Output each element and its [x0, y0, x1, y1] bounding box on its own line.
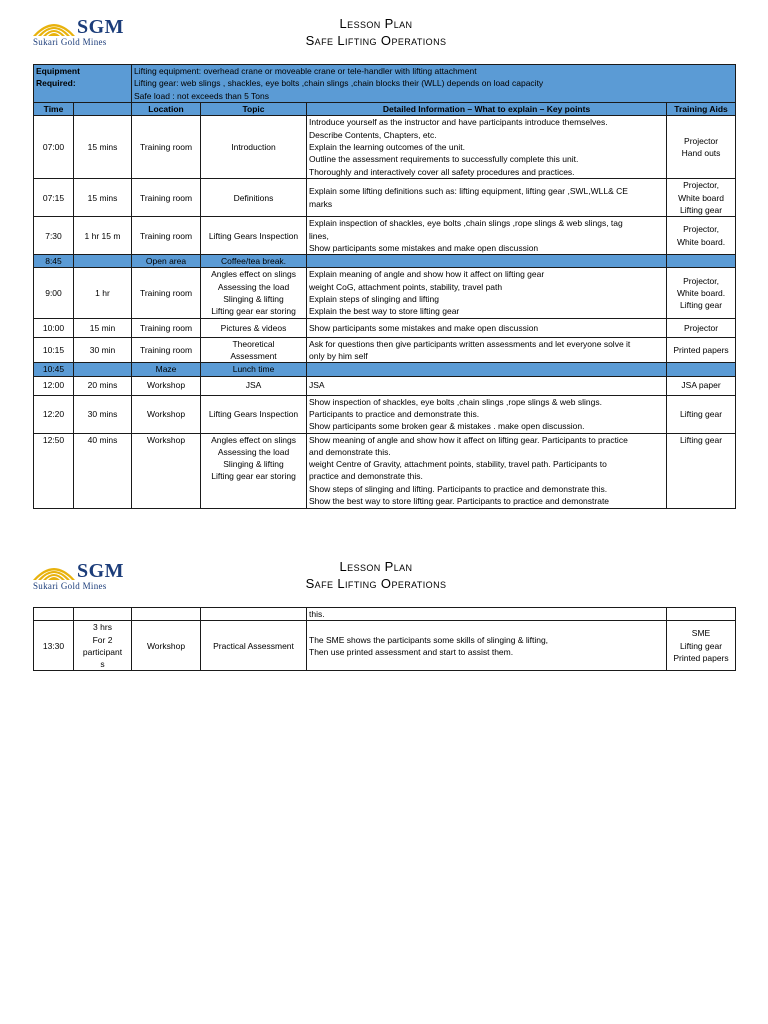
duration-cell-line: For 2: [92, 634, 113, 645]
details-cell-line: Ask for questions then give participants written assessments and let everyone solve it: [309, 338, 631, 349]
topic-cell-line: Angles effect on slings: [211, 269, 296, 280]
equipment-line: Lifting gear: web slings , shackles, eye bolts ,chain slings ,chain blocks their (WLL) depends on load capacity: [134, 78, 544, 89]
break-row: [34, 255, 736, 268]
details-cell-line: Show participants some broken gear & mistakes . make open discussion.: [309, 421, 585, 432]
table-body: [34, 608, 736, 671]
topic-cell: [201, 255, 307, 268]
equipment-line: Safe load : not exceeds than 5 Tons: [134, 90, 270, 101]
table-row: [34, 268, 736, 318]
time-cell: 12:00: [34, 376, 74, 395]
training-aids-cell: [667, 255, 736, 268]
duration-cell: 15 mins: [74, 179, 132, 217]
time-cell: 9:00: [34, 268, 74, 318]
duration-cell-line: participant: [82, 646, 123, 657]
details-cell-line: lines,: [309, 230, 329, 241]
table-row: [34, 395, 736, 433]
details-cell: [307, 116, 667, 179]
details-cell-line: Introduce yourself as the instructor and have participants introduce themselves.: [309, 117, 608, 128]
duration-cell: [74, 621, 132, 671]
details-cell-line: only by him self: [309, 350, 368, 361]
location-cell: [132, 608, 201, 621]
equipment-label-line: Equipment: [36, 66, 80, 76]
details-cell: [307, 363, 667, 376]
details-cell: [307, 268, 667, 318]
time-cell: 07:00: [34, 116, 74, 179]
title-line-2: Safe Lifting Operations: [305, 576, 447, 591]
column-header-duration: [74, 102, 132, 115]
details-cell: [307, 318, 667, 337]
details-cell-line: marks: [309, 198, 333, 209]
topic-cell-line: Lifting gear ear storing: [211, 306, 296, 317]
duration-cell: 20 mins: [74, 376, 132, 395]
details-cell-line: Thoroughly and interactively cover all safety procedures and practices.: [309, 166, 575, 177]
time-cell: 13:30: [34, 621, 74, 671]
topic-cell-line: Definitions: [233, 192, 274, 203]
logo-brand: SGM: [77, 560, 125, 582]
details-cell-line: Show participants some mistakes and make open discussion: [309, 322, 539, 333]
duration-cell: 1 hr 15 m: [74, 217, 132, 255]
duration-cell: 30 min: [74, 337, 132, 363]
details-cell-line: Explain the best way to store lifting gear: [309, 306, 460, 317]
training-aids-cell: [667, 179, 736, 217]
details-cell-line: weight CoG, attachment points, stability, travel path: [309, 281, 503, 292]
table-header-row: [34, 102, 736, 115]
time-cell: 12:20: [34, 395, 74, 433]
title-line-1: Lesson Plan: [339, 16, 413, 31]
location-cell: Open area: [132, 255, 201, 268]
table-row: [34, 621, 736, 671]
time-cell: 8:45: [34, 255, 74, 268]
details-cell-line: Show participants some mistakes and make open discussion: [309, 242, 539, 253]
location-cell: Workshop: [132, 621, 201, 671]
training-aids-cell: [667, 217, 736, 255]
training-aids-cell-line: Projector,: [683, 275, 719, 286]
details-cell: [307, 255, 667, 268]
column-header-training-aids: Training Aids: [667, 102, 736, 115]
training-aids-cell-line: Printed papers: [673, 344, 729, 355]
details-cell-line: Explain inspection of shackles, eye bolts ,chain slings ,rope slings & web slings, tag: [309, 218, 623, 229]
location-cell: Workshop: [132, 395, 201, 433]
topic-cell-line: Assessing the load: [217, 281, 290, 292]
details-cell: [307, 621, 667, 671]
details-cell: [307, 376, 667, 395]
training-aids-cell-line: Projector: [684, 135, 719, 146]
table-body: [34, 116, 736, 508]
topic-cell: [201, 337, 307, 363]
location-cell: Training room: [132, 217, 201, 255]
column-header-location: Location: [132, 102, 201, 115]
topic-cell-line: Pictures & videos: [220, 322, 287, 333]
training-aids-cell-line: Hand outs: [681, 148, 721, 159]
duration-cell: 15 min: [74, 318, 132, 337]
topic-cell: [201, 268, 307, 318]
topic-cell: [201, 395, 307, 433]
topic-cell-line: Coffee/tea break.: [220, 256, 287, 267]
location-cell: Training room: [132, 268, 201, 318]
details-cell-line: Show the best way to store lifting gear. Participants to practice and demonstrate: [309, 496, 610, 507]
topic-cell: [201, 217, 307, 255]
table-row: [34, 337, 736, 363]
topic-cell-line: Slinging & lifting: [223, 294, 284, 305]
topic-cell-line: Lifting gear ear storing: [211, 471, 296, 482]
logo-brand: SGM: [77, 16, 125, 38]
title-line-1: Lesson Plan: [339, 559, 413, 574]
training-aids-cell-line: JSA paper: [681, 380, 721, 391]
training-aids-cell: [667, 363, 736, 376]
time-cell: 10:00: [34, 318, 74, 337]
topic-cell-line: JSA: [245, 380, 262, 391]
equipment-label-line: Required:: [36, 78, 76, 89]
time-cell: 7:30: [34, 217, 74, 255]
topic-cell-line: Assessment: [230, 350, 277, 361]
details-cell-line: Explain steps of slinging and lifting: [309, 294, 439, 305]
topic-cell: [201, 318, 307, 337]
details-cell-line: JSA: [309, 380, 325, 391]
training-aids-cell-line: Lifting gear: [679, 640, 723, 651]
training-aids-cell: [667, 318, 736, 337]
details-cell-line: Outline the assessment requirements to successfully complete this unit.: [309, 154, 579, 165]
training-aids-cell-line: White board.: [676, 236, 726, 247]
duration-cell: [74, 255, 132, 268]
details-cell: [307, 395, 667, 433]
topic-cell: [201, 376, 307, 395]
details-cell-line: practice and demonstrate this.: [309, 471, 423, 482]
location-cell: Workshop: [132, 376, 201, 395]
break-row: [34, 363, 736, 376]
topic-cell-line: Angles effect on slings: [211, 434, 296, 445]
training-aids-cell-line: White board.: [676, 287, 726, 298]
equipment-list: [132, 65, 736, 103]
topic-cell: [201, 363, 307, 376]
time-cell: 12:50: [34, 433, 74, 508]
details-cell-line: weight Centre of Gravity, attachment points, stability, travel path. Participants to: [309, 459, 607, 470]
details-cell-line: and demonstrate this.: [309, 446, 391, 457]
duration-cell: 15 mins: [74, 116, 132, 179]
duration-cell: [74, 608, 132, 621]
training-aids-cell: [667, 608, 736, 621]
lesson-plan-table: [33, 64, 736, 509]
training-aids-cell-line: Projector,: [683, 180, 719, 191]
training-aids-cell-line: White board: [678, 192, 724, 203]
training-aids-cell: [667, 395, 736, 433]
details-cell-line: this.: [309, 609, 325, 619]
training-aids-cell: [667, 337, 736, 363]
topic-cell-line: Assessing the load: [217, 446, 290, 457]
training-aids-cell: [667, 621, 736, 671]
duration-cell: 30 mins: [74, 395, 132, 433]
details-cell: [307, 337, 667, 363]
details-cell-line: Explain the learning outcomes of the unit.: [309, 142, 465, 153]
details-cell: [307, 433, 667, 508]
topic-cell-line: Introduction: [231, 142, 276, 153]
topic-cell-line: Theoretical: [232, 338, 275, 349]
table-row: [34, 179, 736, 217]
training-aids-cell-line: Projector: [684, 322, 719, 333]
location-cell: Training room: [132, 337, 201, 363]
training-aids-cell-line: Printed papers: [673, 653, 729, 664]
details-cell-line: Explain meaning of angle and show how it affect on lifting gear: [309, 269, 545, 280]
duration-cell: 1 hr: [74, 268, 132, 318]
time-cell: [34, 608, 74, 621]
details-cell: [307, 217, 667, 255]
topic-cell-line: Slinging & lifting: [223, 459, 284, 470]
location-cell: Workshop: [132, 433, 201, 508]
time-cell: 10:15: [34, 337, 74, 363]
sun-rays-icon: [31, 559, 77, 581]
training-aids-cell-line: Lifting gear: [680, 434, 723, 445]
topic-cell: [201, 179, 307, 217]
lesson-plan-table-continued: [33, 607, 736, 671]
details-cell-line: Show steps of slinging and lifting. Participants to practice and demonstrate this.: [309, 483, 608, 494]
logo-subtitle: Sukari Gold Mines: [33, 37, 107, 47]
logo-subtitle: Sukari Gold Mines: [33, 581, 107, 591]
training-aids-cell: [667, 433, 736, 508]
table-row: [34, 608, 736, 621]
column-header-details: Detailed Information – What to explain – Key points: [307, 102, 667, 115]
topic-cell: [201, 116, 307, 179]
sgm-logo: [31, 15, 123, 49]
details-cell: [307, 179, 667, 217]
table-row: [34, 376, 736, 395]
table-row: [34, 217, 736, 255]
page-title: [200, 15, 552, 49]
table-row: [34, 318, 736, 337]
topic-cell-line: Lifting Gears Inspection: [208, 230, 299, 241]
training-aids-cell: [667, 376, 736, 395]
sun-rays-icon: [31, 15, 77, 37]
training-aids-cell-line: Projector,: [683, 224, 719, 235]
details-cell-line: Then use printed assessment and start to assist them.: [309, 646, 514, 657]
details-cell-line: The SME shows the participants some skills of slinging & lifting,: [309, 634, 549, 645]
table-row: [34, 116, 736, 179]
details-cell-line: Show inspection of shackles, eye bolts ,chain slings ,rope slings & web slings.: [309, 396, 602, 407]
details-cell: [307, 608, 667, 621]
equipment-row: [34, 65, 736, 103]
topic-cell: [201, 608, 307, 621]
title-line-2: Safe Lifting Operations: [305, 33, 447, 48]
topic-cell-line: Lifting Gears Inspection: [208, 408, 299, 419]
duration-cell-line: s: [100, 659, 105, 670]
column-header-time: Time: [34, 102, 74, 115]
training-aids-cell-line: SME: [691, 628, 711, 639]
location-cell: Maze: [132, 363, 201, 376]
page-title: [200, 558, 552, 592]
details-cell-line: Explain some lifting definitions such as: lifting equipment, lifting gear ,SWL,WLL& CE: [309, 186, 628, 197]
details-cell-line: Participants to practice and demonstrate this.: [309, 408, 480, 419]
training-aids-cell: [667, 116, 736, 179]
topic-cell-line: Practical Assessment: [213, 640, 294, 651]
location-cell: Training room: [132, 318, 201, 337]
details-cell-line: Describe Contents, Chapters, etc.: [309, 129, 437, 140]
training-aids-cell: [667, 268, 736, 318]
time-cell: 10:45: [34, 363, 74, 376]
training-aids-cell-line: Lifting gear: [680, 300, 723, 311]
training-aids-cell-line: Lifting gear: [680, 204, 723, 215]
duration-cell: [74, 363, 132, 376]
duration-cell: 40 mins: [74, 433, 132, 508]
equipment-line: Lifting equipment: overhead crane or moveable crane or tele-handler with lifting attachment: [134, 66, 477, 76]
training-aids-cell-line: Lifting gear: [680, 408, 723, 419]
topic-cell-line: Lunch time: [232, 364, 275, 375]
time-cell: 07:15: [34, 179, 74, 217]
column-header-topic: Topic: [201, 102, 307, 115]
table-row: [34, 433, 736, 508]
equipment-label: [34, 65, 132, 103]
sgm-logo: [31, 559, 123, 593]
duration-cell-line: 3 hrs: [93, 622, 112, 633]
topic-cell: [201, 433, 307, 508]
location-cell: Training room: [132, 179, 201, 217]
location-cell: Training room: [132, 116, 201, 179]
details-cell-line: Show meaning of angle and show how it affect on lifting gear. Participants to practice: [309, 434, 628, 445]
topic-cell: [201, 621, 307, 671]
